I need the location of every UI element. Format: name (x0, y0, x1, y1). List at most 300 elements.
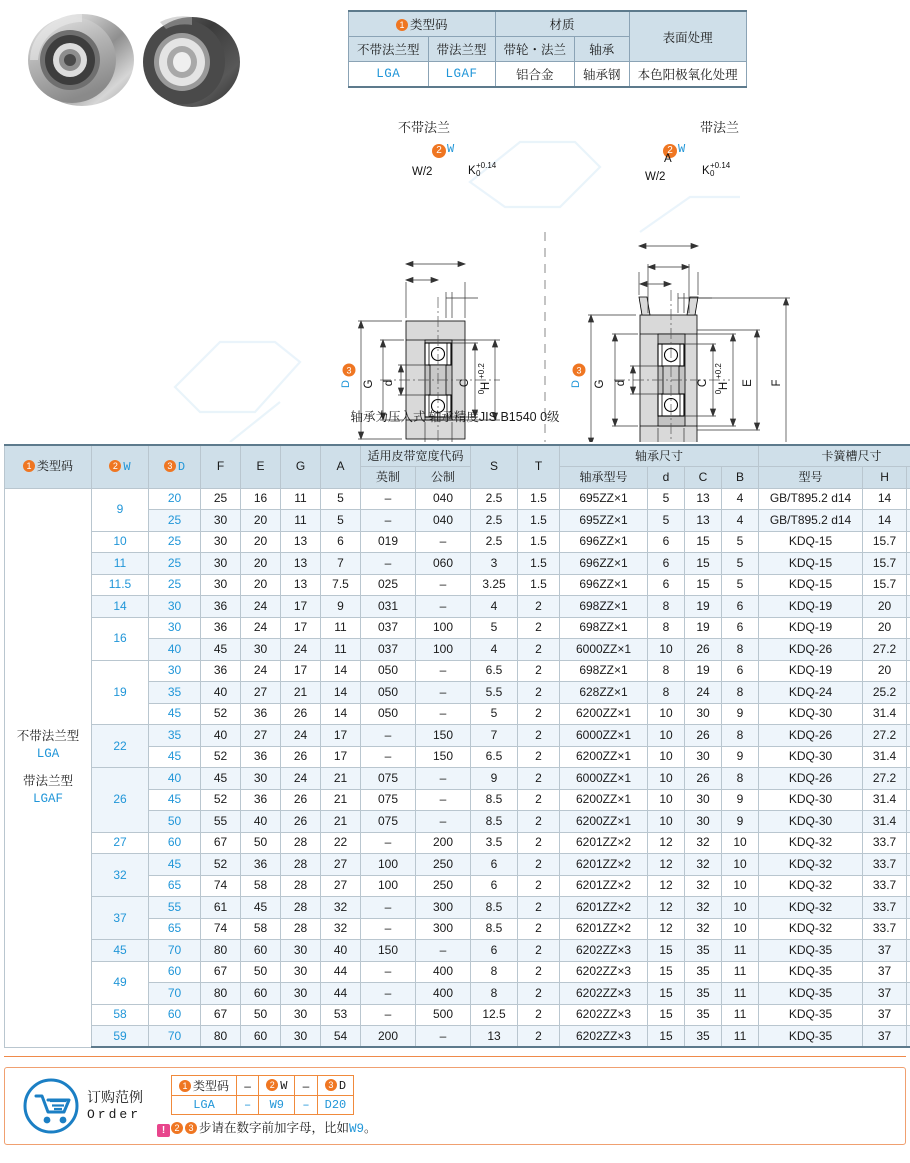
spec-cell-clip-h: 31.4 (863, 746, 907, 768)
spec-cell-belt-metric: – (416, 811, 471, 833)
spec-cell-clip-k (907, 703, 910, 725)
spec-cell-bearing-b: 9 (722, 789, 759, 811)
spec-cell-g: 24 (281, 725, 321, 747)
spec-cell-t: 2 (518, 983, 560, 1005)
spec-cell-t: 1.5 (518, 510, 560, 532)
spec-header-row-1 (5, 445, 910, 467)
spec-cell-belt-inch: – (361, 983, 416, 1005)
order-value-d: D20 (317, 1096, 354, 1115)
spec-cell-belt-inch: – (361, 553, 416, 575)
spec-cell-bearing-d: 12 (648, 854, 685, 876)
spec-table-row (5, 832, 910, 854)
spec-cell-belt-inch: 100 (361, 854, 416, 876)
spec-cell-bearing-b: 9 (722, 811, 759, 833)
spec-cell-a: 32 (321, 897, 361, 919)
spec-cell-w: 19 (92, 660, 149, 725)
spec-cell-bearing-model: 6202ZZ×3 (560, 940, 648, 962)
spec-cell-s: 6.5 (471, 746, 518, 768)
badge-3-icon-note: 3 (185, 1122, 197, 1134)
spec-cell-bearing-b: 8 (722, 768, 759, 790)
spec-cell-d: 70 (149, 940, 201, 962)
photo-right-pulley (143, 16, 240, 107)
spec-cell-clip-k (907, 510, 910, 532)
spec-cell-clip-model: KDQ-15 (759, 553, 863, 575)
spec-cell-d: 65 (149, 875, 201, 897)
spec-cell-w: 9 (92, 488, 149, 531)
spec-cell-t: 2 (518, 961, 560, 983)
spec-cell-clip-k (907, 983, 910, 1005)
drawing-left-w-label: 2 W (432, 142, 454, 158)
spec-cell-clip-k (907, 488, 910, 510)
spec-cell-bearing-c: 35 (685, 1004, 722, 1026)
spec-cell-a: 7 (321, 553, 361, 575)
spec-cell-clip-model: KDQ-32 (759, 854, 863, 876)
spec-cell-bearing-model: 6201ZZ×2 (560, 832, 648, 854)
spec-th-d-label: D (177, 459, 186, 474)
spec-cell-e: 60 (241, 983, 281, 1005)
spec-cell-w: 59 (92, 1026, 149, 1048)
top-section (0, 0, 910, 110)
spec-cell-bearing-d: 12 (648, 875, 685, 897)
spec-cell-t: 2 (518, 832, 560, 854)
spec-cell-clip-model: KDQ-35 (759, 983, 863, 1005)
spec-cell-s: 4 (471, 596, 518, 618)
spec-cell-bearing-b: 6 (722, 617, 759, 639)
spec-cell-f: 52 (201, 789, 241, 811)
spec-cell-bearing-d: 15 (648, 1026, 685, 1048)
spec-cell-d: 40 (149, 639, 201, 661)
photo-left-pulley (28, 14, 134, 106)
spec-cell-bearing-d: 10 (648, 768, 685, 790)
spec-type-line3: 带法兰型 (22, 773, 73, 788)
spec-cell-bearing-model: 6202ZZ×3 (560, 1004, 648, 1026)
label-h-right: H (718, 381, 730, 391)
order-value-typecode: LGA (172, 1096, 237, 1115)
spec-th-belt-metric: 公制 (416, 467, 471, 489)
spec-cell-e: 36 (241, 789, 281, 811)
spec-cell-bearing-b: 6 (722, 596, 759, 618)
spec-th-belt-group: 适用皮带宽度代码 (361, 445, 471, 467)
spec-cell-belt-metric: 250 (416, 854, 471, 876)
spec-cell-bearing-c: 35 (685, 983, 722, 1005)
spec-cell-f: 67 (201, 1004, 241, 1026)
spec-th-bearing-b: B (722, 467, 759, 489)
spec-cell-belt-inch: 050 (361, 660, 416, 682)
spec-cell-f: 30 (201, 553, 241, 575)
spec-cell-w: 45 (92, 940, 149, 962)
spec-cell-t: 2 (518, 617, 560, 639)
spec-cell-bearing-b: 9 (722, 746, 759, 768)
spec-cell-clip-k (907, 639, 910, 661)
spec-th-w-label: W (123, 459, 131, 474)
spec-cell-clip-model: KDQ-32 (759, 897, 863, 919)
spec-cell-clip-model: KDQ-24 (759, 682, 863, 704)
spec-cell-clip-k (907, 574, 910, 596)
spec-cell-t: 2 (518, 897, 560, 919)
spec-cell-belt-metric: 040 (416, 488, 471, 510)
spec-table-row (5, 940, 910, 962)
spec-cell-e: 16 (241, 488, 281, 510)
spec-table-row (5, 617, 910, 639)
material-th-noflange: 不带法兰型 (349, 37, 429, 62)
spec-cell-t: 2 (518, 875, 560, 897)
spec-cell-a: 44 (321, 983, 361, 1005)
spec-cell-f: 74 (201, 918, 241, 940)
spec-cell-clip-k (907, 789, 910, 811)
spec-th-clip-model: 型号 (759, 467, 863, 489)
spec-cell-bearing-model: 6202ZZ×3 (560, 1026, 648, 1048)
spec-cell-belt-metric: 200 (416, 832, 471, 854)
spec-cell-bearing-model: 6201ZZ×2 (560, 854, 648, 876)
spec-cell-clip-model: KDQ-32 (759, 832, 863, 854)
label-a-right: A (664, 153, 672, 165)
spec-cell-e: 20 (241, 510, 281, 532)
spec-cell-g: 11 (281, 488, 321, 510)
badge-2-icon: 2 (432, 144, 446, 158)
spec-cell-clip-k (907, 660, 910, 682)
spec-th-belt-inch: 英制 (361, 467, 416, 489)
badge-3-icon-spec: 3 (164, 460, 176, 472)
spec-cell-a: 44 (321, 961, 361, 983)
spec-cell-clip-k (907, 596, 910, 618)
spec-table-row (5, 596, 910, 618)
spec-cell-f: 67 (201, 961, 241, 983)
order-note (157, 1118, 377, 1137)
spec-cell-belt-metric: 250 (416, 875, 471, 897)
order-table (171, 1075, 354, 1115)
label-g-right: G (594, 379, 606, 389)
spec-cell-d: 30 (149, 596, 201, 618)
spec-cell-f: 74 (201, 875, 241, 897)
spec-cell-f: 52 (201, 746, 241, 768)
warning-icon: ! (157, 1124, 170, 1137)
spec-cell-d: 60 (149, 961, 201, 983)
spec-cell-belt-inch: – (361, 510, 416, 532)
spec-cell-bearing-model: 6201ZZ×2 (560, 918, 648, 940)
label-w-half-left: W/2 (412, 166, 433, 178)
spec-cell-s: 6 (471, 875, 518, 897)
spec-table-row (5, 1004, 910, 1026)
spec-cell-bearing-c: 32 (685, 832, 722, 854)
svg-text:+0.14: +0.14 (710, 161, 731, 170)
spec-cell-bearing-c: 30 (685, 789, 722, 811)
spec-cell-d: 45 (149, 703, 201, 725)
spec-cell-belt-inch: 075 (361, 811, 416, 833)
spec-cell-clip-k (907, 531, 910, 553)
label-h-left: H (480, 381, 492, 391)
order-th-d-label: D (338, 1079, 347, 1093)
spec-cell-f: 36 (201, 617, 241, 639)
spec-cell-g: 30 (281, 1026, 321, 1048)
drawing-title-left: 不带法兰 (398, 120, 451, 135)
spec-th-bearing-group: 轴承尺寸 (560, 445, 759, 467)
spec-cell-belt-metric: – (416, 940, 471, 962)
spec-cell-bearing-b: 9 (722, 703, 759, 725)
svg-text:+0.2: +0.2 (477, 363, 486, 379)
spec-cell-clip-model: KDQ-30 (759, 746, 863, 768)
spec-cell-clip-h: 37 (863, 1004, 907, 1026)
spec-cell-belt-inch: 050 (361, 703, 416, 725)
spec-cell-bearing-c: 24 (685, 682, 722, 704)
spec-cell-g: 26 (281, 746, 321, 768)
spec-cell-clip-model: KDQ-15 (759, 574, 863, 596)
spec-cell-bearing-model: 696ZZ×1 (560, 574, 648, 596)
spec-cell-f: 80 (201, 940, 241, 962)
spec-cell-bearing-c: 32 (685, 854, 722, 876)
spec-cell-bearing-d: 6 (648, 574, 685, 596)
order-example-box (4, 1067, 906, 1145)
spec-cell-bearing-b: 8 (722, 682, 759, 704)
spec-cell-f: 36 (201, 660, 241, 682)
spec-cell-a: 11 (321, 639, 361, 661)
spec-cell-bearing-d: 10 (648, 789, 685, 811)
order-value-dash1: – (237, 1096, 259, 1115)
spec-th-clip-k (907, 467, 910, 489)
badge-2-icon-order: 2 (266, 1079, 278, 1091)
spec-cell-g: 30 (281, 983, 321, 1005)
spec-th-w (92, 445, 149, 488)
spec-cell-f: 45 (201, 768, 241, 790)
spec-cell-belt-metric: 100 (416, 617, 471, 639)
spec-cell-s: 5 (471, 617, 518, 639)
spec-cell-belt-metric: 500 (416, 1004, 471, 1026)
spec-cell-bearing-d: 10 (648, 639, 685, 661)
spec-th-t: T (518, 445, 560, 488)
spec-cell-clip-k (907, 1026, 910, 1048)
spec-th-clip-group: 卡簧槽尺寸 (759, 445, 910, 467)
label-d-right: d (615, 379, 627, 387)
spec-cell-d: 25 (149, 574, 201, 596)
spec-cell-clip-h: 15.7 (863, 574, 907, 596)
spec-cell-e: 24 (241, 660, 281, 682)
order-th-typecode-label: 类型码 (193, 1079, 230, 1093)
spec-cell-clip-h: 33.7 (863, 832, 907, 854)
spec-cell-bearing-c: 26 (685, 725, 722, 747)
spec-cell-w: 37 (92, 897, 149, 940)
spec-cell-s: 3.25 (471, 574, 518, 596)
spec-cell-belt-metric: 060 (416, 553, 471, 575)
order-title-cn: 订购范例 (87, 1089, 143, 1106)
spec-cell-bearing-c: 35 (685, 961, 722, 983)
spec-th-f: F (201, 445, 241, 488)
svg-text:+0.2: +0.2 (714, 363, 723, 379)
material-value-lgaf: LGAF (428, 62, 495, 88)
spec-cell-e: 27 (241, 725, 281, 747)
spec-cell-g: 17 (281, 617, 321, 639)
spec-cell-belt-metric: 040 (416, 510, 471, 532)
spec-cell-a: 14 (321, 682, 361, 704)
spec-cell-clip-h: 31.4 (863, 789, 907, 811)
order-label (87, 1089, 143, 1123)
order-note-code: W9 (349, 1122, 365, 1136)
spec-cell-e: 58 (241, 918, 281, 940)
spec-cell-g: 13 (281, 531, 321, 553)
spec-cell-bearing-model: 6000ZZ×1 (560, 639, 648, 661)
spec-cell-d: 35 (149, 725, 201, 747)
spec-th-d (149, 445, 201, 488)
spec-cell-a: 5 (321, 510, 361, 532)
spec-cell-bearing-c: 19 (685, 617, 722, 639)
shopping-cart-icon (23, 1078, 79, 1134)
spec-cell-belt-metric: – (416, 531, 471, 553)
spec-cell-t: 2 (518, 682, 560, 704)
spec-cell-a: 21 (321, 789, 361, 811)
spec-table-row (5, 574, 910, 596)
spec-cell-a: 7.5 (321, 574, 361, 596)
spec-cell-g: 21 (281, 682, 321, 704)
spec-th-s: S (471, 445, 518, 488)
spec-cell-t: 1.5 (518, 553, 560, 575)
spec-cell-g: 30 (281, 961, 321, 983)
spec-cell-s: 7 (471, 725, 518, 747)
spec-cell-belt-metric: – (416, 682, 471, 704)
spec-cell-clip-model: KDQ-30 (759, 703, 863, 725)
spec-cell-s: 2.5 (471, 531, 518, 553)
label-c-right: C (697, 378, 709, 388)
spec-cell-bearing-b: 10 (722, 875, 759, 897)
spec-cell-clip-h: 25.2 (863, 682, 907, 704)
spec-cell-e: 50 (241, 832, 281, 854)
dimension-drawings (0, 112, 910, 442)
spec-cell-clip-k (907, 553, 910, 575)
order-th-w (259, 1076, 295, 1096)
spec-cell-s: 2.5 (471, 510, 518, 532)
spec-cell-bearing-d: 15 (648, 940, 685, 962)
label-w-half-right: W/2 (645, 171, 666, 183)
spec-cell-bearing-model: 6200ZZ×1 (560, 703, 648, 725)
spec-cell-e: 36 (241, 746, 281, 768)
spec-cell-w: 22 (92, 725, 149, 768)
spec-cell-bearing-model: 696ZZ×1 (560, 553, 648, 575)
spec-cell-a: 32 (321, 918, 361, 940)
spec-cell-belt-inch: – (361, 961, 416, 983)
spec-cell-g: 13 (281, 574, 321, 596)
label-e-right: E (742, 379, 754, 387)
spec-cell-a: 27 (321, 854, 361, 876)
spec-cell-bearing-model: 696ZZ×1 (560, 531, 648, 553)
spec-cell-s: 8.5 (471, 811, 518, 833)
spec-cell-belt-inch: – (361, 832, 416, 854)
spec-cell-e: 20 (241, 574, 281, 596)
spec-cell-belt-inch: – (361, 1004, 416, 1026)
spec-cell-clip-model: KDQ-26 (759, 639, 863, 661)
spec-cell-g: 30 (281, 1004, 321, 1026)
spec-type-line4: LGAF (32, 791, 63, 806)
spec-cell-clip-h: 27.2 (863, 768, 907, 790)
spec-cell-clip-model: KDQ-30 (759, 811, 863, 833)
spec-cell-belt-metric: – (416, 768, 471, 790)
badge-1-icon: 1 (396, 19, 408, 31)
spec-cell-w: 16 (92, 617, 149, 660)
spec-cell-bearing-model: 695ZZ×1 (560, 510, 648, 532)
spec-cell-belt-inch: 200 (361, 1026, 416, 1048)
drawing-right-w-label: 2 W (663, 142, 685, 158)
label-g-left: G (363, 379, 375, 389)
spec-cell-g: 28 (281, 875, 321, 897)
spec-cell-clip-model: KDQ-15 (759, 531, 863, 553)
spec-cell-a: 21 (321, 768, 361, 790)
spec-cell-belt-metric: – (416, 660, 471, 682)
material-th-material: 材质 (495, 11, 629, 37)
spec-cell-clip-h: 37 (863, 1026, 907, 1048)
spec-table-row (5, 897, 910, 919)
spec-cell-d: 45 (149, 746, 201, 768)
spec-cell-d: 25 (149, 553, 201, 575)
spec-cell-clip-h: 33.7 (863, 854, 907, 876)
spec-cell-g: 28 (281, 832, 321, 854)
spec-cell-bearing-c: 15 (685, 553, 722, 575)
spec-cell-d: 20 (149, 488, 201, 510)
spec-cell-belt-inch: – (361, 897, 416, 919)
spec-cell-clip-k (907, 875, 910, 897)
spec-cell-belt-metric: – (416, 596, 471, 618)
spec-cell-belt-inch: 031 (361, 596, 416, 618)
spec-cell-f: 52 (201, 854, 241, 876)
drawing-note: 轴承为压入式 轴承精度JIS B1540 0级 (350, 410, 560, 424)
spec-cell-a: 27 (321, 875, 361, 897)
spec-cell-bearing-c: 26 (685, 639, 722, 661)
spec-cell-bearing-b: 11 (722, 961, 759, 983)
spec-cell-bearing-b: 5 (722, 553, 759, 575)
spec-cell-bearing-model: 6202ZZ×3 (560, 961, 648, 983)
spec-th-typecode (5, 445, 92, 488)
spec-cell-a: 11 (321, 617, 361, 639)
spec-cell-clip-h: 33.7 (863, 897, 907, 919)
spec-cell-s: 6 (471, 854, 518, 876)
material-th-typecode-label: 类型码 (410, 18, 448, 32)
spec-cell-clip-model: KDQ-19 (759, 660, 863, 682)
spec-cell-bearing-model: 6200ZZ×1 (560, 811, 648, 833)
spec-cell-bearing-b: 5 (722, 574, 759, 596)
spec-cell-clip-h: 20 (863, 617, 907, 639)
spec-cell-e: 45 (241, 897, 281, 919)
spec-cell-clip-k (907, 811, 910, 833)
spec-cell-w: 10 (92, 531, 149, 553)
spec-cell-f: 30 (201, 510, 241, 532)
spec-cell-s: 6.5 (471, 660, 518, 682)
spec-cell-clip-model: KDQ-26 (759, 768, 863, 790)
spec-cell-bearing-d: 8 (648, 617, 685, 639)
spec-cell-t: 2 (518, 789, 560, 811)
spec-cell-bearing-b: 11 (722, 1004, 759, 1026)
spec-cell-e: 60 (241, 940, 281, 962)
order-note-end: 。 (364, 1121, 377, 1135)
spec-cell-clip-h: 14 (863, 510, 907, 532)
badge-2-icon-spec: 2 (109, 460, 121, 472)
spec-cell-f: 45 (201, 639, 241, 661)
spec-cell-bearing-d: 5 (648, 488, 685, 510)
spec-cell-bearing-d: 15 (648, 961, 685, 983)
spec-cell-clip-k (907, 1004, 910, 1026)
spec-cell-e: 36 (241, 703, 281, 725)
spec-cell-clip-h: 27.2 (863, 639, 907, 661)
spec-type-line1: 不带法兰型 (16, 729, 80, 744)
spec-cell-clip-h: 37 (863, 940, 907, 962)
spec-cell-belt-inch: – (361, 725, 416, 747)
spec-cell-clip-k (907, 768, 910, 790)
spec-cell-e: 30 (241, 768, 281, 790)
spec-cell-clip-h: 15.7 (863, 531, 907, 553)
spec-cell-t: 2 (518, 940, 560, 962)
spec-cell-e: 50 (241, 961, 281, 983)
spec-table-row (5, 854, 910, 876)
spec-cell-d: 35 (149, 682, 201, 704)
spec-cell-belt-metric: 300 (416, 918, 471, 940)
spec-cell-s: 3.5 (471, 832, 518, 854)
label-k-right: K (702, 165, 710, 177)
spec-cell-t: 2 (518, 854, 560, 876)
material-th-bearing: 轴承 (575, 37, 630, 62)
